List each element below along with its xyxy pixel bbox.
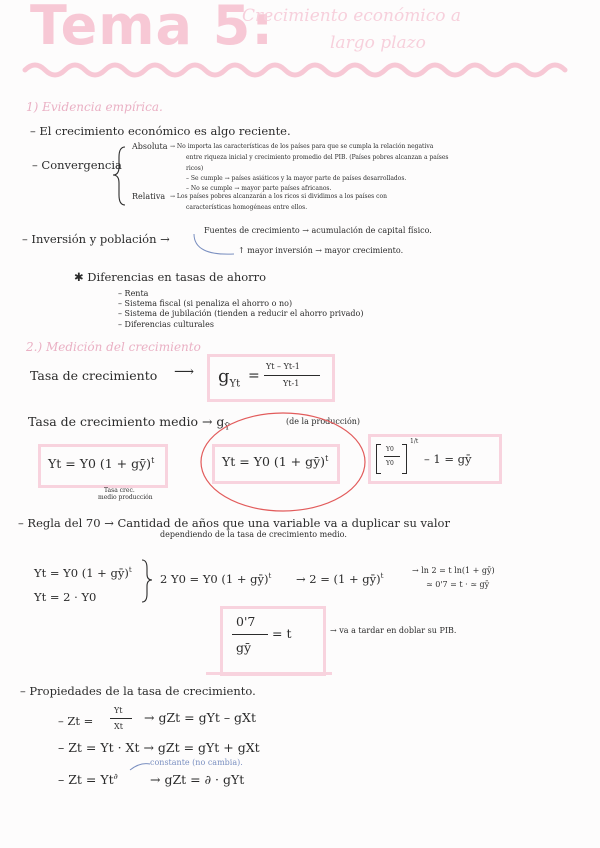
text-line: – El crecimiento económico es algo reciente. [30,124,291,138]
fuentes-text: Fuentes de crecimiento → acumulación de capital físico. [204,226,432,235]
fraction-bar [264,375,320,376]
g-symbol: $g_{Yt}$ [218,366,241,390]
text-line: – Se cumple → países asiáticos y la mayor parte de países desarrollados. [186,175,407,182]
list-item: – Sistema fiscal (si penaliza el ahorro o no) [118,299,293,308]
inversion-label: – Inversión y población → [22,232,170,246]
bracket-left [376,444,381,474]
text-line: → Los países pobres alcanzarán a los ricos si dividimos a los países con [170,193,387,200]
derivation-1: 2 Y0 = Y0 (1 + gȳ)$^t$ [160,572,272,586]
ln-line-2: ≃ 0'7 = t · ≃ gȳ [426,580,490,589]
list-item: – Renta [118,289,149,298]
fraction-bar [384,456,400,457]
prop-1-lhs: – Zt = [58,714,94,728]
derivation-2: → 2 = (1 + gȳ)$^t$ [296,572,384,586]
fraction-denominator: Y0 [386,460,394,467]
convergencia-label: – Convergencia [32,158,122,172]
diferencias-heading: ✱ Diferencias en tasas de ahorro [74,270,267,284]
tasa-medio-note: (de la producción) [286,417,361,426]
title-wavy-underline [20,60,580,80]
text-line: características homogéneas entre ellos. [186,204,308,211]
left-brace [112,145,128,207]
fraction-numerator: Yt – Yt-1 [266,362,300,371]
rule-70-note: → va a tardar en doblar su PIB. [330,626,457,635]
fraction-numerator: Y0 [386,446,394,453]
absoluta-label: Absoluta [132,142,168,151]
bracket-right [402,444,407,474]
prop-2: – Zt = Yt · Xt → gZt = gYt + gXt [58,740,260,755]
propiedades-heading: – Propiedades de la tasa de crecimiento. [20,684,256,698]
text-line: – No se cumple → mayor parte países africanos. [186,185,332,192]
equals: = [248,368,260,384]
rule-70-extension [206,672,332,675]
text-line: → No importa las características de los países para que se cumpla la relación negativa [170,143,434,150]
title-subtitle-line1: Crecimiento económico a [242,6,462,26]
system-eq-2: Yt = 2 · Y0 [34,590,97,604]
blue-annotation-line [128,760,152,772]
mayor-text: ↑ mayor inversión → mayor crecimiento. [238,246,404,255]
tasa-medio-label: Tasa de crecimiento medio → $g_Ȳ$ [28,414,230,432]
fraction-numerator: Yt [114,706,123,715]
prop-3-note: constante (no cambia). [150,758,243,767]
ln-line-1: → ln 2 = t ln(1 + gȳ) [412,566,495,575]
relativa-label: Relativa [132,192,166,201]
page-title: Tema 5: [30,0,274,57]
prop-1-rhs: → gZt = gYt – gXt [144,710,256,725]
regla-line1: – Regla del 70 → Cantidad de años que una variable va a duplicar su valor [18,516,450,530]
equation-1-note: Tasa crec. [104,487,135,494]
equation-1-note: medio producción [98,494,153,501]
text-line: ricos) [186,165,204,172]
equation-3-rest: – 1 = gȳ [424,452,472,466]
fraction-bar [232,634,268,635]
system-eq-1: Yt = Y0 (1 + gȳ)$^t$ [34,566,132,580]
exponent: 1/t [410,438,419,445]
regla-line2: dependiendo de la tasa de crecimiento medio. [160,530,347,539]
list-item: – Diferencias culturales [118,320,214,329]
fraction-denominator: gȳ [236,640,252,655]
fraction-denominator: Yt-1 [283,379,300,388]
section-heading-2: 2.) Medición del crecimiento [26,340,201,354]
rule-70-equals: = t [272,626,292,641]
text-line: entre riqueza inicial y crecimiento promedio del PIB. (Países pobres alcanzan a países [186,154,449,161]
fraction-bar [110,718,132,719]
prop-3-rhs: → gZt = ∂ · gYt [150,772,245,787]
list-item: – Sistema de jubilación (tienden a reducir el ahorro privado) [118,309,364,318]
tasa-label: Tasa de crecimiento [30,368,158,383]
section-heading-1: 1) Evidencia empírica. [26,100,163,114]
fraction-numerator: 0'7 [236,614,256,629]
title-subtitle-line2: largo plazo [330,33,426,53]
equation-1: Yt = Y0 (1 + gȳ)$^t$ [48,456,155,472]
prop-3-lhs: – Zt = Yt∂ [58,772,118,788]
right-brace [140,558,154,604]
equation-2: Yt = Y0 (1 + gȳ)$^t$ [222,454,329,470]
arrow: ⟶ [174,364,195,380]
fraction-denominator: Xt [114,722,123,731]
